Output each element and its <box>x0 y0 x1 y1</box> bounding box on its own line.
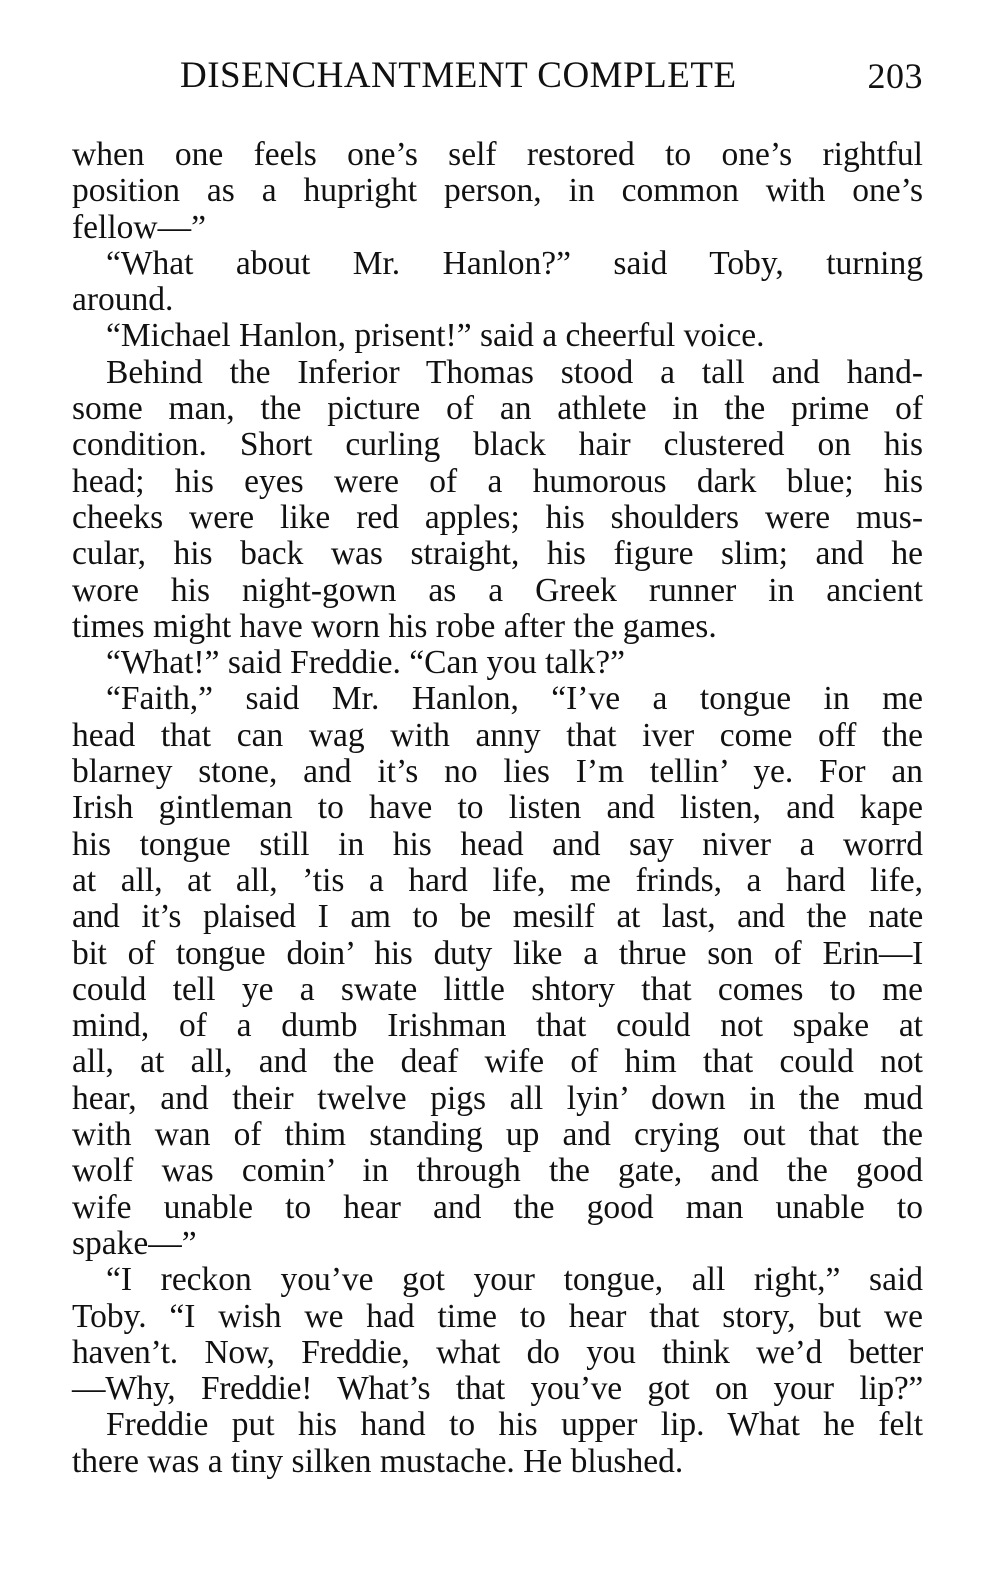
text-line: position as a hupright person, in common with one’s <box>72 172 923 210</box>
text-line: “What about Mr. Hanlon?” said Toby, turning <box>106 244 923 282</box>
text-line: all, at all, and the deaf wife of him that could not <box>72 1043 923 1081</box>
text-line: head; his eyes were of a humorous dark blue; his <box>72 462 923 500</box>
text-line: “What!” said Freddie. “Can you talk?” <box>106 644 626 682</box>
text-line: when one feels one’s self restored to one’s rightful <box>72 136 923 173</box>
text-line: head that can wag with anny that iver come off the <box>72 716 923 754</box>
text-line: mind, of a dumb Irishman that could not spake at <box>72 1007 923 1045</box>
text-line: haven’t. Now, Freddie, what do you think we’d better <box>72 1333 923 1371</box>
text-line: “Faith,” said Mr. Hanlon, “I’ve a tongue in me <box>106 680 923 718</box>
text-line: at all, at all, ’tis a hard life, me frinds, a hard life, <box>72 861 923 899</box>
text-line: condition. Short curling black hair clustered on his <box>72 426 923 464</box>
text-line: wore his night-gown as a Greek runner in ancient <box>72 571 923 609</box>
text-line: wife unable to hear and the good man unable to <box>72 1188 923 1226</box>
text-line: “Michael Hanlon, prisent!” said a cheerful voice. <box>106 317 765 355</box>
text-line: around. <box>72 281 174 319</box>
text-line: hear, and their twelve pigs all lyin’ down in the mud <box>72 1079 923 1117</box>
text-line: Toby. “I wish we had time to hear that story, but we <box>72 1297 923 1335</box>
text-line: —Why, Freddie! What’s that you’ve got on your lip?” <box>72 1370 923 1408</box>
text-line: blarney stone, and it’s no lies I’m tellin’ ye. For an <box>72 753 923 791</box>
text-line: with wan of thim standing up and crying out that the <box>72 1116 923 1154</box>
text-line: spake—” <box>72 1224 197 1262</box>
text-line: there was a tiny silken mustache. He blushed. <box>72 1442 684 1480</box>
text-line: could tell ye a swate little shtory that comes to me <box>72 970 923 1008</box>
text-line: his tongue still in his head and say niver a worrd <box>72 825 923 863</box>
text-line: cular, his back was straight, his figure slim; and he <box>72 535 923 573</box>
text-line: fellow—” <box>72 208 206 246</box>
text-line: Irish gintleman to have to listen and listen, and kape <box>72 789 923 827</box>
text-line: some man, the picture of an athlete in the prime of <box>72 390 923 428</box>
text-line: and it’s plaised I am to be mesilf at last, and the nate <box>72 898 923 936</box>
body-text <box>72 137 923 1480</box>
running-head <box>72 52 923 100</box>
text-line: times might have worn his robe after the games. <box>72 607 717 645</box>
running-title: DISENCHANTMENT COMPLETE <box>180 55 737 96</box>
text-line: bit of tongue doin’ his duty like a thrue son of Erin—I <box>72 934 923 972</box>
text-line: cheeks were like red apples; his shoulders were mus- <box>72 498 923 536</box>
text-line: Freddie put his hand to his upper lip. What he felt <box>106 1406 923 1444</box>
page-number: 203 <box>867 56 923 96</box>
book-page <box>72 52 923 1480</box>
text-line: wolf was comin’ in through the gate, and the good <box>72 1152 923 1190</box>
text-line: “I reckon you’ve got your tongue, all right,” said <box>106 1261 923 1299</box>
text-line: Behind the Inferior Thomas stood a tall and hand- <box>106 353 923 391</box>
